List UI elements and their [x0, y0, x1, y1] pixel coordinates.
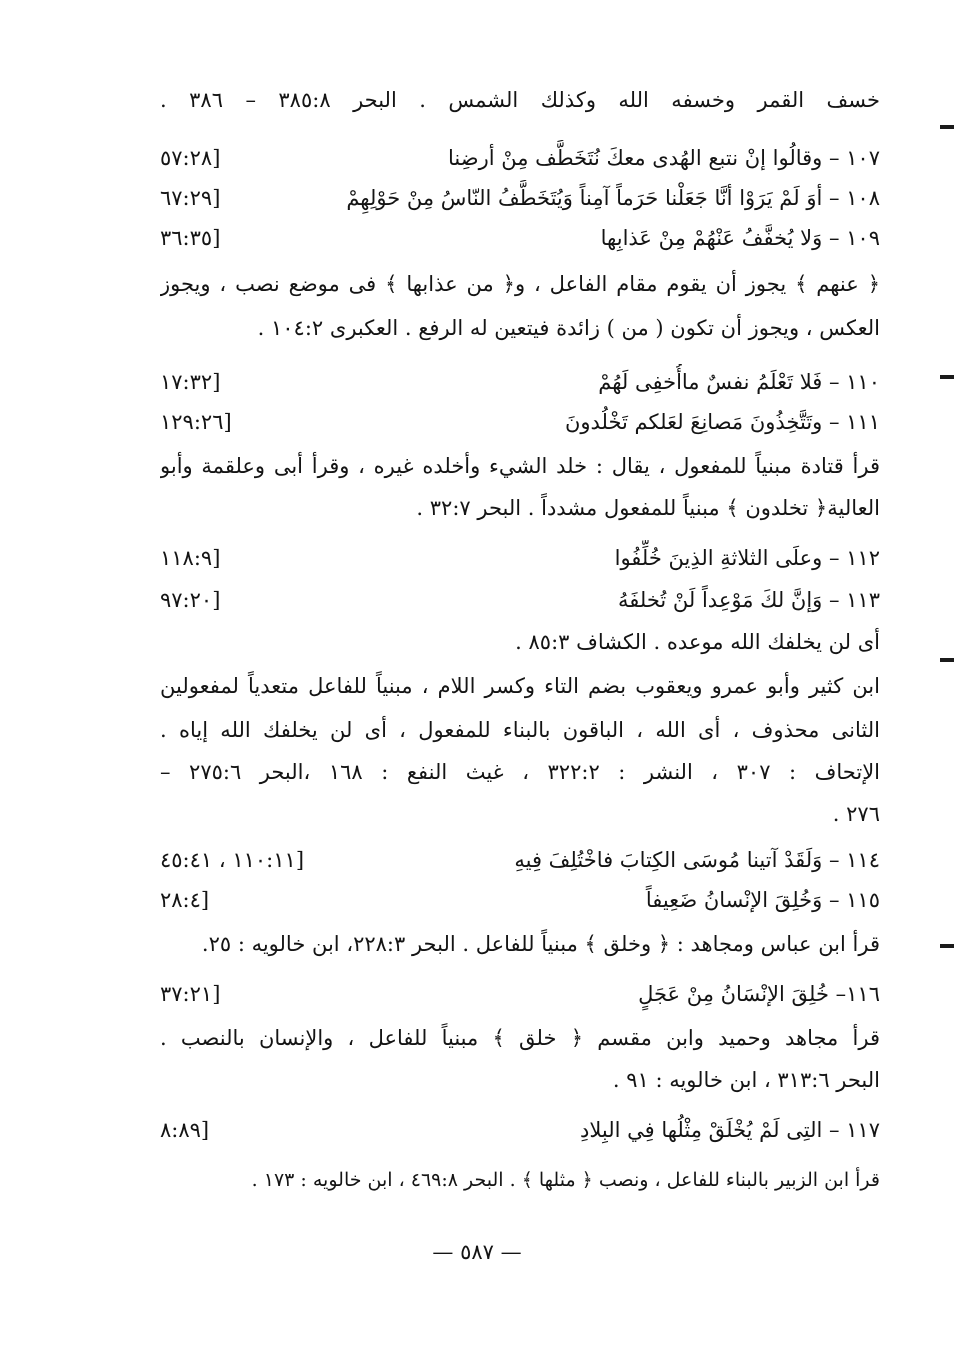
commentary-line: العالية﴿ تخلدون ﴾ مبنياً للمفعول مشدداً . البحر ٣٢:٧ .: [416, 496, 880, 520]
verse-text: ١١٤ – وَلَقَدْ آتينا مُوسَى الكِتابَ فاخْتُلِفَ فِيهِ: [514, 848, 880, 872]
verse-reference: [٣٧:٢١: [160, 982, 221, 1006]
verse-reference: [٩٧:٢٠: [160, 588, 221, 612]
verse-109: [160, 220, 880, 256]
margin-mark: [940, 125, 954, 129]
verse-114: [160, 842, 880, 878]
verse-reference: [٨:٨٩: [160, 1118, 210, 1142]
verse-text: ١٠٩ – وَلا يُخفَّفُ عَنْهُمْ مِنْ عَذابِها: [600, 226, 880, 250]
verse-text: ١٠٧ – وقالُوا إنْ نتبع الهُدى معكَ نُتَخَطَّف مِنْ أرضِنا: [448, 146, 880, 170]
verse-reference: [١١٠:١١ ، ٤٥:٤١: [160, 848, 305, 872]
verse-text: ١١٢ – وعلَى الثلاثةِ الذِينَ خُلِّفُوا: [614, 546, 880, 570]
verse-reference: [٢٨:٤: [160, 888, 210, 912]
commentary-line: قرأ قتادة مبنياً للمفعول ، يقال : خلد الشيء وأخلده غيره ، وقرأ أبى وعلقمة وأبو: [160, 454, 880, 478]
verse-111: [160, 404, 880, 440]
page-number: — ٥٨٧ —: [432, 1240, 522, 1264]
margin-mark: [940, 944, 954, 948]
commentary-line: أى لن يخلفك الله موعده . الكشاف ٨٥:٣ .: [515, 630, 880, 654]
verse-reference: [٦٧:٢٩: [160, 186, 221, 210]
verse-text: ١١٦– خُلِقَ الإنْسَانُ مِنْ عَجَلٍ: [638, 982, 880, 1006]
verse-text: ١١٠ – فَلا تَعْلَمُ نفسٌ ماأُخفِى لَهُمْ: [598, 370, 880, 394]
verse-117: [160, 1112, 880, 1148]
verse-116: [160, 976, 880, 1012]
verse-reference: [٥٧:٢٨: [160, 146, 221, 170]
commentary-line: ٢٧٦ .: [832, 802, 880, 826]
commentary-line: قرأ ابن الزبير بالبناء للفاعل ، ونصب ﴿ مثلها ﴾ . البحر ٤٦٩:٨ ، ابن خالويه : ١٧٣ .: [251, 1169, 880, 1191]
verse-reference: [١٢٩:٢٦: [160, 410, 232, 434]
verse-107: [160, 140, 880, 176]
commentary-line: ﴿ عنهم ﴾ يجوز أن يقوم مقام الفاعل ، و﴿ من عذابها ﴾ فى موضع نصب ، ويجوز: [160, 272, 880, 296]
commentary-line: الإتحاف : ٣٠٧ ، النشر : ٣٢٢:٢ ، غيث النفع : ١٦٨ ،البحر ٢٧٥:٦ –: [160, 760, 880, 784]
verse-text: ١١٥ – وَخُلِقَ الإنْسانُ ضَعِيفاً: [645, 888, 880, 912]
commentary-line: قرأ ابن عباس ومجاهد : ﴿ وخلق ﴾ مبنياً للفاعل . البحر ٢٢٨:٣، ابن خالويه : ٢٥.: [201, 932, 880, 956]
commentary-line: البحر ٣١٣:٦ ، ابن خالويه : ٩١ .: [612, 1068, 880, 1092]
verse-113: [160, 582, 880, 618]
verse-reference: [١١٨:٩: [160, 546, 221, 570]
commentary-line: الثانى محذوف ، أى الله ، الباقون بالبناء للمفعول ، أى لن يخلفك الله إياه .: [160, 718, 880, 742]
verse-text: ١١٧ – التِى لَمْ يُخْلَقْ مِثْلُها فِي البِلادِ: [580, 1118, 880, 1142]
verse-112: [160, 540, 880, 576]
verse-text: ١٠٨ – أوَ لَمْ يَرَوْا أنَّا جَعَلْنا حَرَماً آمِناً وَيُتَخَطَّفُ النّاسُ مِنْ حَوْلِهِمْ: [346, 186, 880, 210]
verse-110: [160, 364, 880, 400]
verse-115: [160, 882, 880, 918]
verse-reference: [١٧:٣٢: [160, 370, 221, 394]
verse-reference: [٣٦:٣٥: [160, 226, 221, 250]
commentary-line: ابن كثير وأبو عمرو ويعقوب بضم التاء وكسر اللام ، مبنياً للفاعل متعدياً لمفعولين: [160, 674, 880, 698]
text-line: خسف القمر وخسفه الله وكذلك الشمس . البحر ٣٨٥:٨ – ٣٨٦ .: [160, 88, 880, 112]
verse-108: [160, 180, 880, 216]
margin-mark: [940, 375, 954, 379]
verse-text: ١١١ – وتَتَّخِذُونَ مَصانِعَ لعَلكم تَخْلُدونَ: [564, 410, 880, 434]
commentary-line: العكس ، ويجوز أن تكون ( من ) زائدة فيتعين له الرفع . العكبرى ١٠٤:٢ .: [257, 316, 880, 340]
verse-text: ١١٣ – وَإنَّ لكَ مَوْعِداً لَنْ تُخلفَهُ: [618, 588, 880, 612]
commentary-line: قرأ مجاهد وحميد وابن مقسم ﴿ خلق ﴾ مبنياً للفاعل ، والإنسان بالنصب .: [160, 1026, 880, 1050]
margin-mark: [940, 658, 954, 662]
